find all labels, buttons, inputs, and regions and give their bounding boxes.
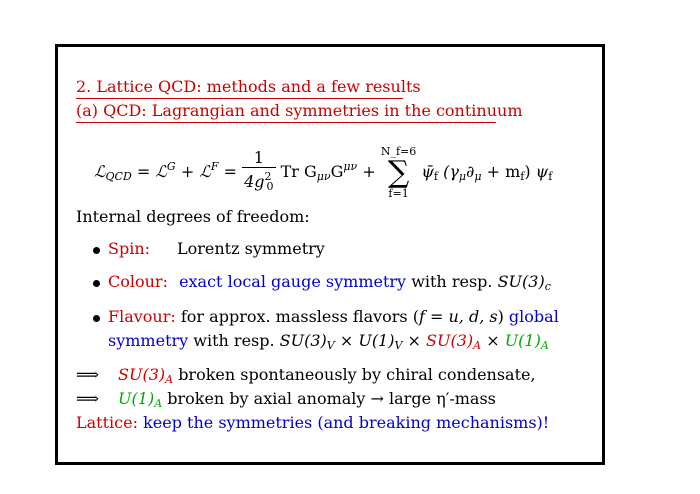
spin-text: Lorentz symmetry <box>177 239 325 258</box>
flavour-line-2: symmetry with resp. $SU(3)_V \times U(1)_V \times SU(3)_A \times U(1)_A$ <box>108 331 549 352</box>
lagrangian-equation: ℒ$_{QCD}$ = ℒ$^G$ + ℒ$^F$ = $\frac{1}{4g^2_0}$ Tr $G_{\mu\nu}G^{\mu\nu}$ + N_f=6 ∑ f=1 $\psī_f$ $(\gamma_\mu\partial_\mu + m_f)$ $\psi_f$ <box>94 144 553 200</box>
heading-line-2: (a) QCD: Lagrangian and symmetries in the continuum <box>76 101 523 120</box>
spin-label: Spin: <box>108 239 151 258</box>
flavour-line-1: Flavour: for approx. massless flavors (f = u, d, s) global <box>108 307 559 326</box>
intro-text: Internal degrees of freedom: <box>76 207 310 226</box>
implication-line-1: ⟹ $SU(3)_A$ broken spontaneously by chiral condensate, <box>76 365 536 386</box>
slide-frame <box>55 44 605 465</box>
implies-arrow: ⟹ <box>76 389 99 408</box>
heading-underline-1 <box>76 98 403 99</box>
heading-underline-2 <box>76 122 496 123</box>
colour-line: Colour: exact local gauge symmetry with resp. $SU(3)_c$ <box>108 272 551 293</box>
bullet-dot <box>93 315 100 322</box>
implies-arrow: ⟹ <box>76 365 99 384</box>
lattice-line: Lattice: keep the symmetries (and breaking mechanisms)! <box>76 413 550 432</box>
flavor-sum: N_f=6 ∑ f=1 <box>380 144 417 200</box>
bullet-dot <box>93 280 100 287</box>
bullet-dot <box>93 247 100 254</box>
implication-line-2: ⟹ $U(1)_A$ broken by axial anomaly → large η′-mass <box>76 389 496 410</box>
coupling-fraction: $\frac{1}{4g^2_0}$ <box>244 148 274 193</box>
heading-line-1: 2. Lattice QCD: methods and a few results <box>76 77 421 96</box>
